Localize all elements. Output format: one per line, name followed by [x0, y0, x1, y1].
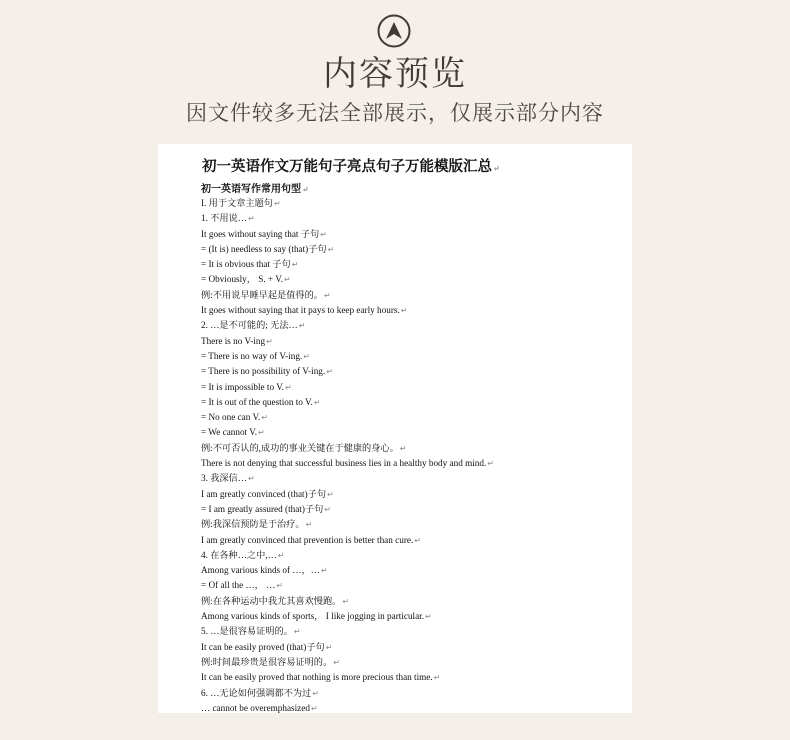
document-line: Among various kinds of …，…↵	[201, 565, 328, 576]
document-line: 例:我深信预防是于治疗。↵	[201, 519, 313, 530]
document-line: 5. …是很容易证明的。↵	[201, 626, 301, 637]
document-line: = No one can V.↵	[201, 412, 268, 423]
document-line: I am greatly convinced (that)子句↵	[201, 488, 334, 499]
document-line: I. 用于文章主题句↵	[201, 198, 281, 208]
up-arrow-circle-icon	[377, 14, 411, 48]
document-line: 3. 我深信…↵	[201, 473, 255, 484]
page-title: 内容预览	[323, 54, 467, 94]
document-line: = There is no way of V-ing.↵	[201, 350, 310, 361]
document-line: = We cannot V.↵	[201, 427, 265, 438]
document-line: = (It is) needless to say (that)子句↵	[201, 243, 335, 254]
document-line: It can be easily proved (that)子句↵	[201, 641, 333, 652]
document-line: 例:在各种运动中我尤其喜欢慢跑。↵	[201, 595, 350, 606]
document-line: = There is no possibility of V-ing.↵	[201, 366, 333, 377]
document-line: = I am greatly assured (that)子句↵	[201, 503, 331, 514]
document-line: = It is obvious that 子句↵	[201, 259, 299, 270]
document-line: It goes without saying that it pays to keep early hours.↵	[201, 305, 408, 316]
document-preview	[158, 144, 632, 713]
document-line: There is no V-ing↵	[201, 335, 273, 346]
document-line: … cannot be overemphasized↵	[201, 702, 318, 713]
document-line: 例:时间最珍贵是很容易证明的。↵	[201, 656, 340, 667]
document-line: It can be easily proved that nothing is more precious than time.↵	[201, 672, 441, 683]
document-line: 6. …无论如何强调都不为过↵	[201, 687, 319, 698]
document-line: I am greatly convinced that prevention is better than cure.↵	[201, 534, 421, 545]
document-line: It goes without saying that 子句↵	[201, 228, 327, 239]
document-line: Among various kinds of sports， I like jogging in particular.↵	[201, 611, 432, 622]
document-title: 初一英语作文万能句子亮点句子万能模版汇总↵	[202, 158, 500, 175]
document-line: = It is impossible to V.↵	[201, 381, 292, 392]
document-line: 4. 在各种…之中,…↵	[201, 549, 285, 560]
document-line: 2. …是不可能的; 无法…↵	[201, 320, 306, 331]
document-line: = Of all the …， …↵	[201, 580, 284, 591]
document-line: 例:不可否认的,成功的事业关键在于健康的身心。↵	[201, 442, 407, 453]
document-line: = It is out of the question to V.↵	[201, 396, 321, 407]
document-lines	[201, 196, 494, 713]
document-line: 1. 不用说…↵	[201, 213, 255, 224]
document-line: There is not denying that successful business lies in a healthy body and mind.↵	[201, 458, 494, 469]
document-heading: 初一英语写作常用句型↵	[201, 184, 309, 195]
document-line: 例:不用说早睡早起是值得的。↵	[201, 289, 331, 300]
document-line: = Obviously， S. + V.↵	[201, 274, 291, 285]
page-subtitle: 因文件较多无法全部展示，仅展示部分内容	[186, 101, 604, 125]
